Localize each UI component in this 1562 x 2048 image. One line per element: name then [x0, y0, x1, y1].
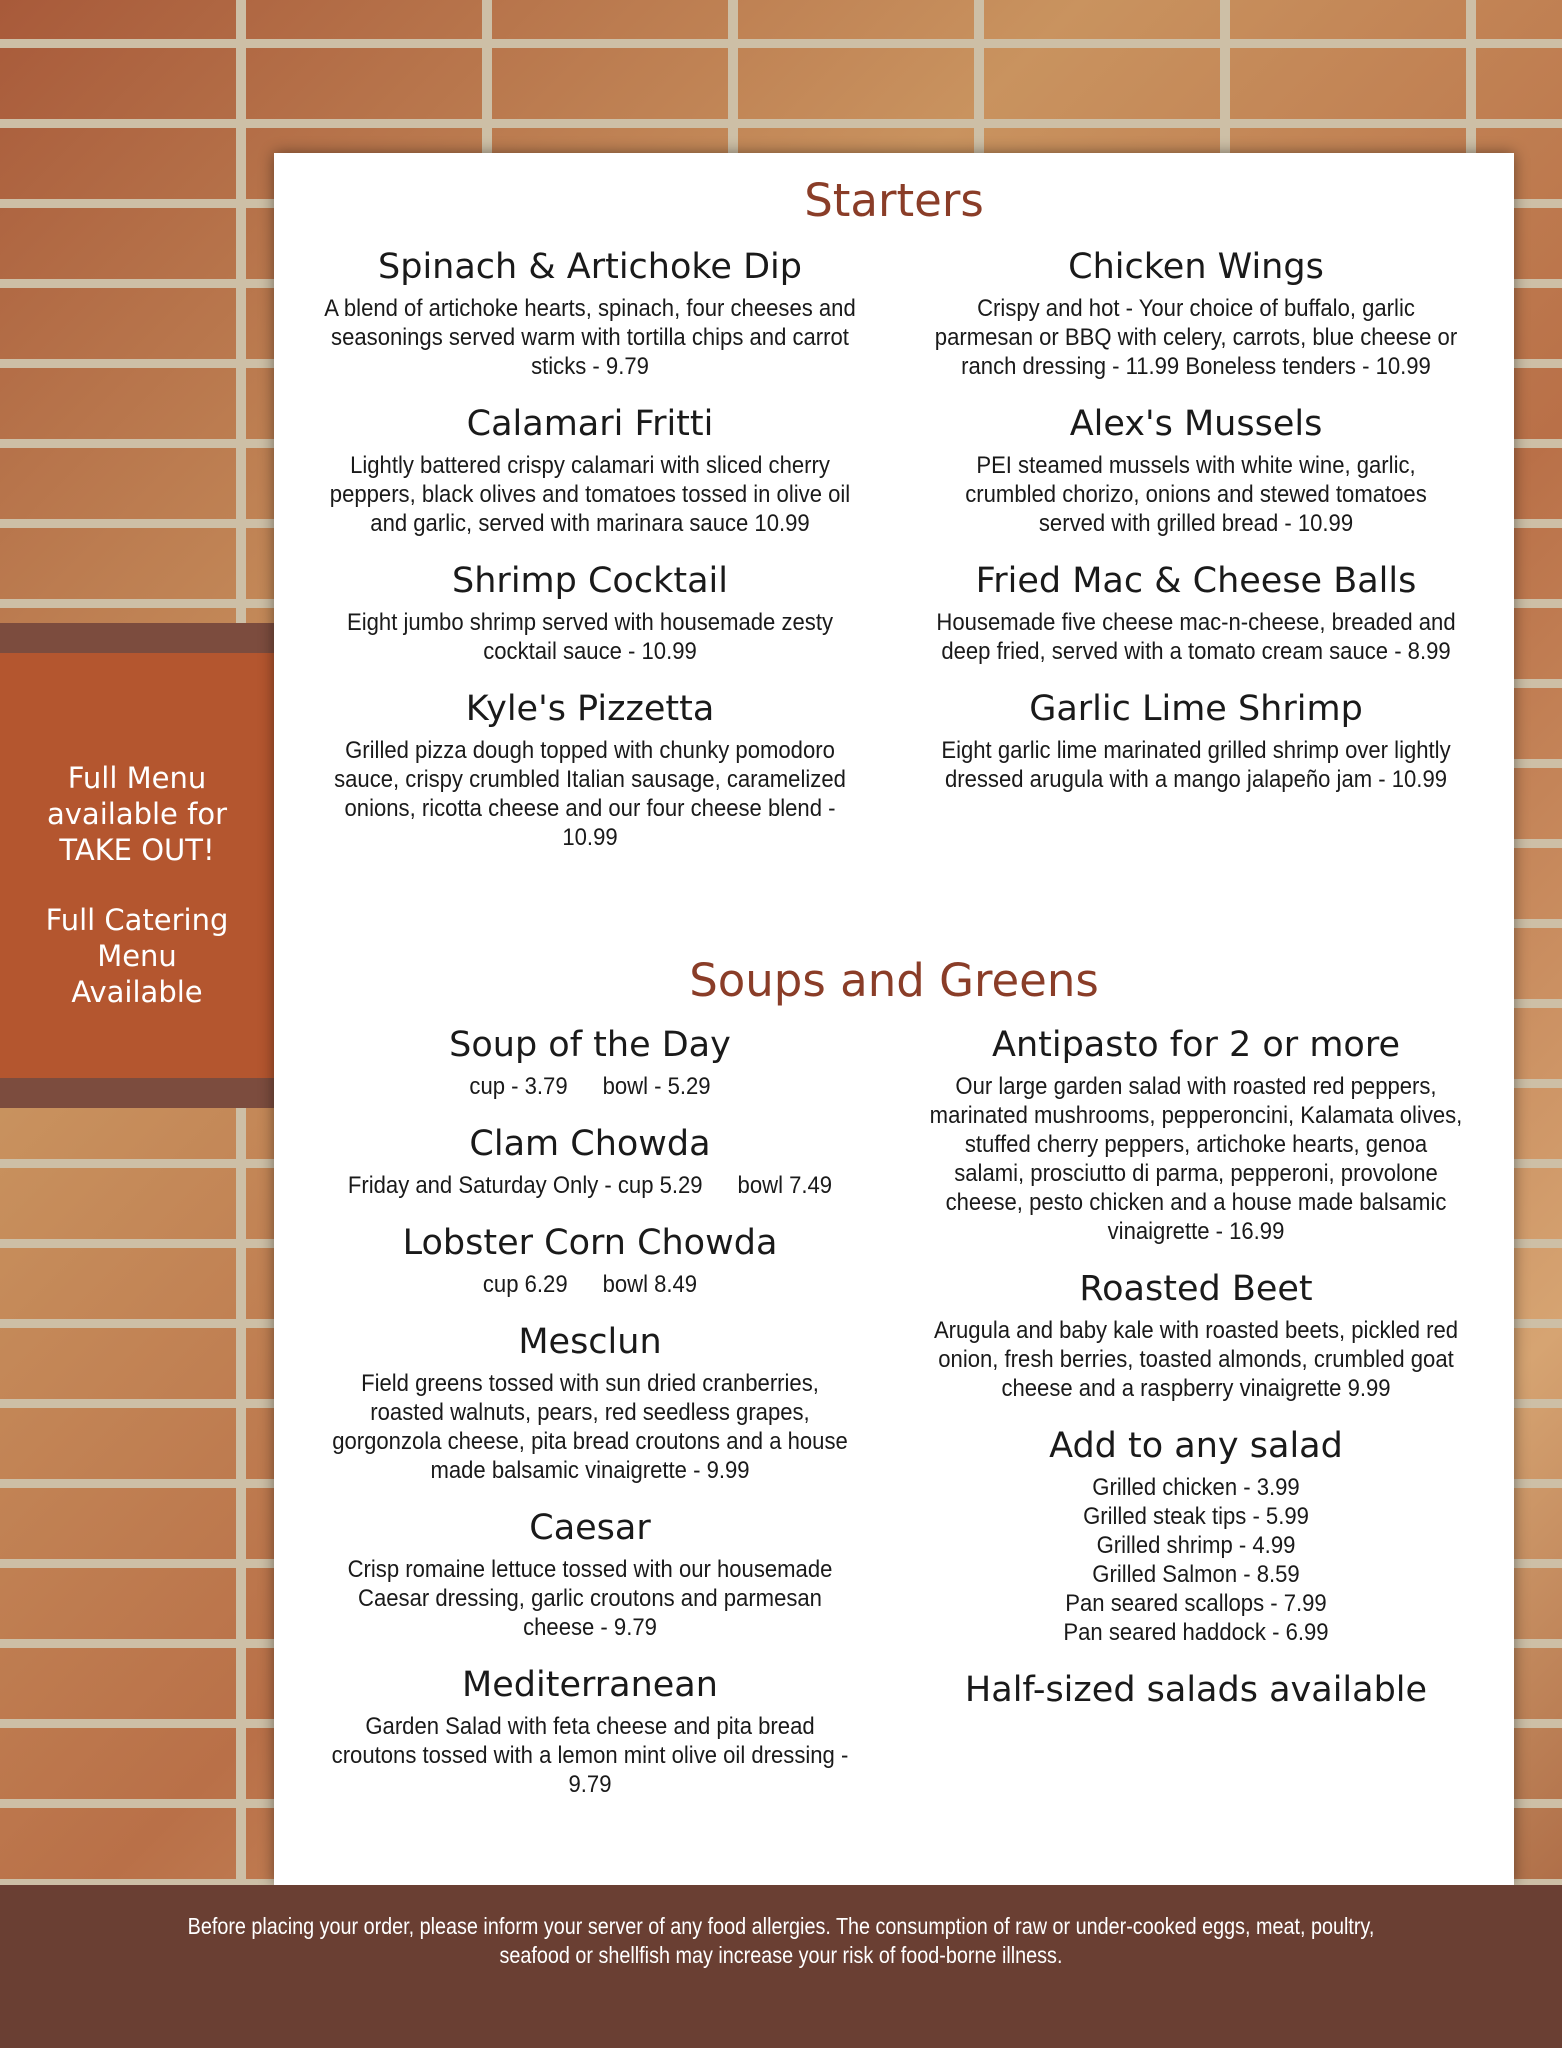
item-description: Lightly battered crispy calamari with sliced cherry peppers, black olives and tomatoes tossed in olive oil and garlic, served with marinara sauce 10.99: [329, 452, 851, 537]
item-name: Kyle's Pizzetta: [465, 689, 715, 729]
addon-item: Pan seared scallops - 7.99: [1065, 1590, 1327, 1617]
menu-item: [300, 1222, 880, 1299]
menu-item: [300, 688, 880, 852]
item-name: Mediterranean: [462, 1665, 718, 1705]
menu-item: [300, 560, 880, 666]
item-name: Calamari Fritti: [466, 404, 714, 444]
item-name: Garlic Lime Shrimp: [1029, 689, 1363, 729]
item-name: Lobster Corn Chowda: [402, 1223, 778, 1263]
item-name: Mesclun: [518, 1322, 662, 1362]
soups-left-column: [300, 1024, 880, 1821]
addon-item: Grilled chicken - 3.99: [1092, 1474, 1300, 1501]
item-description: Crispy and hot - Your choice of buffalo, garlic parmesan or BBQ with celery, carrots, blue cheese or ranch dressing - 11.99 Boneless tenders - 10.99: [934, 295, 1458, 380]
item-name: Caesar: [529, 1508, 651, 1548]
item-prices: Friday and Saturday Only - cup 5.29 bowl 7.49: [347, 1172, 833, 1199]
menu-item: [300, 403, 880, 538]
item-name: Spinach & Artichoke Dip: [378, 247, 802, 287]
item-description: A blend of artichoke hearts, spinach, four cheeses and seasonings served warm with tortilla chips and carrot sticks - 9.79: [324, 295, 856, 380]
addon-item: Pan seared haddock - 6.99: [1063, 1619, 1329, 1646]
item-name: Roasted Beet: [1079, 1269, 1313, 1309]
menu-item: [300, 1321, 880, 1485]
item-description: Garden Salad with feta cheese and pita bread croutons tossed with a lemon mint olive oil dressing - 9.79: [331, 1713, 849, 1798]
starters-left-column: [300, 246, 880, 874]
addons-list: [929, 1473, 1463, 1647]
menu-item: [300, 1507, 880, 1642]
menu-item: [300, 246, 880, 381]
salad-addons: [906, 1425, 1486, 1647]
item-name: Alex's Mussels: [1069, 404, 1323, 444]
addons-title: Add to any salad: [1049, 1426, 1343, 1466]
menu-item: [906, 246, 1486, 381]
menu-item: [906, 403, 1486, 538]
item-name: Clam Chowda: [469, 1124, 711, 1164]
menu-item: [300, 1123, 880, 1200]
menu-item: [906, 1024, 1486, 1246]
starters-title: Starters: [804, 174, 984, 227]
item-name: Chicken Wings: [1068, 247, 1324, 287]
addon-item: Grilled shrimp - 4.99: [1096, 1532, 1296, 1559]
item-name: Fried Mac & Cheese Balls: [975, 561, 1417, 601]
starters-right-column: [906, 246, 1486, 816]
menu-item: [300, 1024, 880, 1101]
addon-item: Grilled Salmon - 8.59: [1092, 1561, 1300, 1588]
item-description: Eight jumbo shrimp served with housemade zesty cocktail sauce - 10.99: [347, 609, 833, 665]
item-name: Antipasto for 2 or more: [992, 1025, 1400, 1065]
half-sized-note: Half-sized salads available: [964, 1670, 1428, 1710]
item-description: Housemade five cheese mac-n-cheese, breaded and deep fried, served with a tomato cream sauce - 8.99: [936, 609, 1456, 665]
item-description: Eight garlic lime marinated grilled shrimp over lightly dressed arugula with a mango jalapeño jam - 10.99: [941, 737, 1451, 793]
item-description: Field greens tossed with sun dried cranberries, roasted walnuts, pears, red seedless grapes, gorgonzola cheese, pita bread croutons and a house made balsamic vinaigrette - 9.99: [332, 1370, 848, 1484]
soups-right-column: [906, 1024, 1486, 1717]
item-description: Our large garden salad with roasted red peppers, marinated mushrooms, pepperoncini, Kalamata olives, stuffed cherry peppers, artichoke hearts, genoa salami, prosciutto di parma, pepperoni, provolone cheese, pesto chicken and a house made balsamic vinaigrette - 16.99: [929, 1073, 1463, 1245]
takeout-notice: Full Menu available for TAKE OUT!: [47, 761, 227, 867]
menu-item: [906, 560, 1486, 666]
catering-notice: Full Catering Menu Available: [45, 903, 229, 1009]
item-prices: cup - 3.79 bowl - 5.29: [469, 1073, 711, 1100]
menu-item: [906, 1268, 1486, 1403]
menu-item: [906, 688, 1486, 794]
item-prices: cup 6.29 bowl 8.49: [482, 1271, 698, 1298]
soups-greens-title: Soups and Greens: [689, 954, 1099, 1007]
item-description: Grilled pizza dough topped with chunky pomodoro sauce, crispy crumbled Italian sausage, caramelized onions, ricotta cheese and our four cheese blend - 10.99: [334, 737, 846, 851]
item-name: Soup of the Day: [449, 1025, 731, 1065]
menu-item: [300, 1664, 880, 1799]
allergy-notice: Before placing your order, please inform your server of any food allergies. The consumption of raw or under-cooked eggs, meat, poultry, seafood or shellfish may increase your risk of food-borne illness.: [187, 1913, 1375, 1968]
item-name: Shrimp Cocktail: [452, 561, 728, 601]
addon-item: Grilled steak tips - 5.99: [1083, 1503, 1309, 1530]
item-description: PEI steamed mussels with white wine, garlic, crumbled chorizo, onions and stewed tomatoes served with grilled bread - 10.99: [965, 452, 1427, 537]
item-description: Arugula and baby kale with roasted beets, pickled red onion, fresh berries, toasted almonds, crumbled goat cheese and a raspberry vinaigrette 9.99: [933, 1317, 1459, 1402]
item-description: Crisp romaine lettuce tossed with our housemade Caesar dressing, garlic croutons and parmesan cheese - 9.79: [347, 1556, 833, 1641]
